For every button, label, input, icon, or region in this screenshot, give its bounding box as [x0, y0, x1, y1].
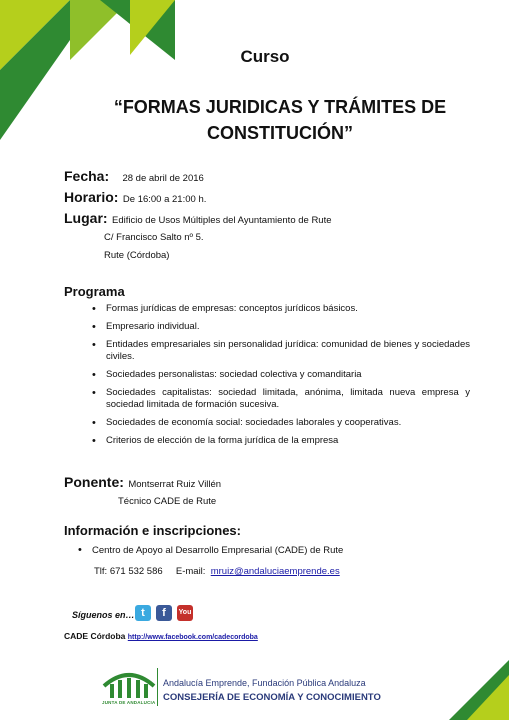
- lugar-address: C/ Francisco Salto nº 5.: [104, 232, 204, 243]
- lugar-city: Rute (Córdoba): [104, 250, 170, 261]
- footer-divider: [157, 668, 158, 706]
- lugar-row: [64, 210, 332, 228]
- programa-item: • Sociedades personalistas: sociedad colectiva y comanditaria: [92, 369, 470, 381]
- programa-item: • Criterios de elección de la forma jurídica de la empresa: [92, 435, 470, 447]
- lugar-value: Edificio de Usos Múltiples del Ayuntamiento de Rute: [112, 215, 332, 226]
- programa-item: • Entidades empresariales sin personalidad jurídica: comunidad de bienes y sociedades civiles.: [92, 339, 470, 363]
- info-heading: Información e inscripciones:: [64, 523, 241, 538]
- title-line-2: CONSTITUCIÓN”: [207, 123, 353, 143]
- email-label: E-mail:: [175, 566, 206, 577]
- cade-facebook-link[interactable]: http://www.facebook.com/cadecordoba: [127, 634, 258, 641]
- ponente-name: Montserrat Ruiz Villén: [128, 479, 222, 490]
- phone-text: Tlf: 671 532 586: [94, 566, 163, 577]
- fecha-label: Fecha:: [64, 168, 110, 184]
- info-center: • Centro de Apoyo al Desarrollo Empresarial (CADE) de Rute: [78, 545, 343, 556]
- horario-label: Horario:: [64, 189, 119, 205]
- logo-caption: JUNTA DE ANDALUCIA: [102, 700, 156, 705]
- footer-org-line2: CONSEJERÍA DE ECONOMÍA Y CONOCIMIENTO: [163, 692, 381, 703]
- twitter-icon[interactable]: t: [135, 605, 151, 621]
- ponente-role: Técnico CADE de Rute: [118, 496, 217, 507]
- horario-value: De 16:00 a 21:00 h.: [122, 194, 207, 205]
- footer-org-line1: Andalucía Emprende, Fundación Pública Andaluza: [163, 678, 366, 688]
- facebook-icon[interactable]: f: [156, 605, 172, 621]
- lugar-label: Lugar:: [64, 210, 108, 226]
- programa-item: • Formas jurídicas de empresas: conceptos jurídicos básicos.: [92, 303, 470, 315]
- course-label: Curso: [240, 47, 290, 66]
- title-line-1: “FORMAS JURIDICAS Y TRÁMITES DE: [113, 97, 447, 117]
- youtube-icon[interactable]: You: [177, 605, 193, 621]
- programa-item: • Sociedades capitalistas: sociedad limitada, anónima, limitada nueva empresa y sociedad limitada de formación sucesiva.: [92, 387, 470, 411]
- fecha-value: 28 de abril de 2016: [122, 173, 204, 184]
- course-title: [70, 94, 490, 146]
- ponente-label: Ponente:: [64, 474, 124, 490]
- corner-decoration-bottom-right: [449, 660, 509, 720]
- info-contact: [94, 566, 340, 577]
- programa-item: • Empresario individual.: [92, 321, 470, 333]
- programa-item: • Sociedades de economía social: sociedades laborales y cooperativas.: [92, 417, 470, 429]
- fecha-row: [64, 168, 204, 186]
- cade-row: [64, 631, 258, 641]
- cade-label: CADE Córdoba: [64, 631, 126, 641]
- email-link[interactable]: mruiz@andaluciaemprende.es: [210, 566, 340, 577]
- horario-row: [64, 189, 206, 207]
- programa-list: [92, 303, 470, 453]
- programa-heading: Programa: [64, 284, 125, 299]
- ponente-row: [64, 474, 221, 492]
- social-label: Síguenos en…: [72, 610, 135, 620]
